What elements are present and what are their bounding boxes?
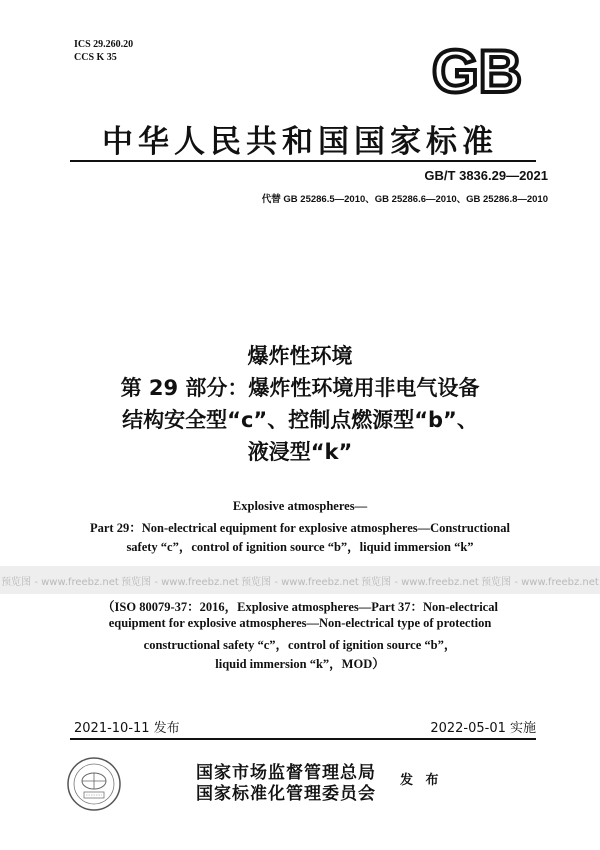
- official-seal-icon: [66, 756, 122, 812]
- replaces-standards: 代替 GB 25286.5—2010、GB 25286.6—2010、GB 25286.8—2010: [261, 194, 548, 205]
- watermark-text: 预览图 - www.freebz.net: [121, 576, 239, 588]
- watermark-text: 预览图 - www.freebz.net: [481, 576, 599, 588]
- iso-ref-line-1: （ISO 80079-37：2016，Explosive atmospheres—Part 37：Non-electrical: [102, 600, 498, 614]
- implementation-date: 2022-05-01 实施: [430, 721, 536, 736]
- publish-label: 发 布: [400, 773, 443, 788]
- title-cn-line-3: 结构安全型“c”、控制点燃源型“b”、: [122, 408, 478, 432]
- classification-codes: [74, 38, 133, 64]
- publisher-line-2: 国家标准化管理委员会: [196, 784, 376, 804]
- gb-logo-text: GB: [432, 44, 522, 98]
- top-divider: [70, 160, 536, 162]
- ccs-code: CCS K 35: [74, 52, 117, 63]
- title-en-line-1: Explosive atmospheres—: [232, 499, 368, 513]
- title-cn-line-2: 第 29 部分：爆炸性环境用非电气设备: [120, 376, 480, 400]
- title-cn-line-4: 液浸型“k”: [247, 440, 353, 464]
- ics-code: ICS 29.260.20: [74, 39, 134, 50]
- watermark-band: [0, 566, 600, 594]
- iso-ref-line-3: constructional safety “c”，control of ignition source “b”，: [143, 638, 457, 652]
- title-cn-line-1: 爆炸性环境: [247, 344, 353, 368]
- standard-title: 中华人民共和国国家标准: [102, 124, 498, 160]
- gb-logo: [424, 44, 530, 98]
- publisher-line-1: 国家市场监督管理总局: [196, 763, 376, 783]
- iso-ref-line-2: equipment for explosive atmospheres—Non-electrical type of protection: [108, 616, 492, 630]
- watermark-text: 预览图 - www.freebz.net: [361, 576, 479, 588]
- watermark-text: 预览图 - www.freebz.net: [241, 576, 359, 588]
- title-en-line-3: safety “c”，control of ignition source “b”，liquid immersion “k”: [126, 540, 474, 554]
- iso-ref-line-4: liquid immersion “k”，MOD）: [215, 657, 385, 671]
- standard-number: GB/T 3836.29—2021: [424, 168, 548, 183]
- issue-date: 2021-10-11 发布: [74, 721, 180, 736]
- title-en-line-2: Part 29：Non-electrical equipment for explosive atmospheres—Constructional: [90, 521, 510, 535]
- watermark-text: 预览图 - www.freebz.net: [1, 576, 119, 588]
- bottom-divider: [70, 738, 536, 740]
